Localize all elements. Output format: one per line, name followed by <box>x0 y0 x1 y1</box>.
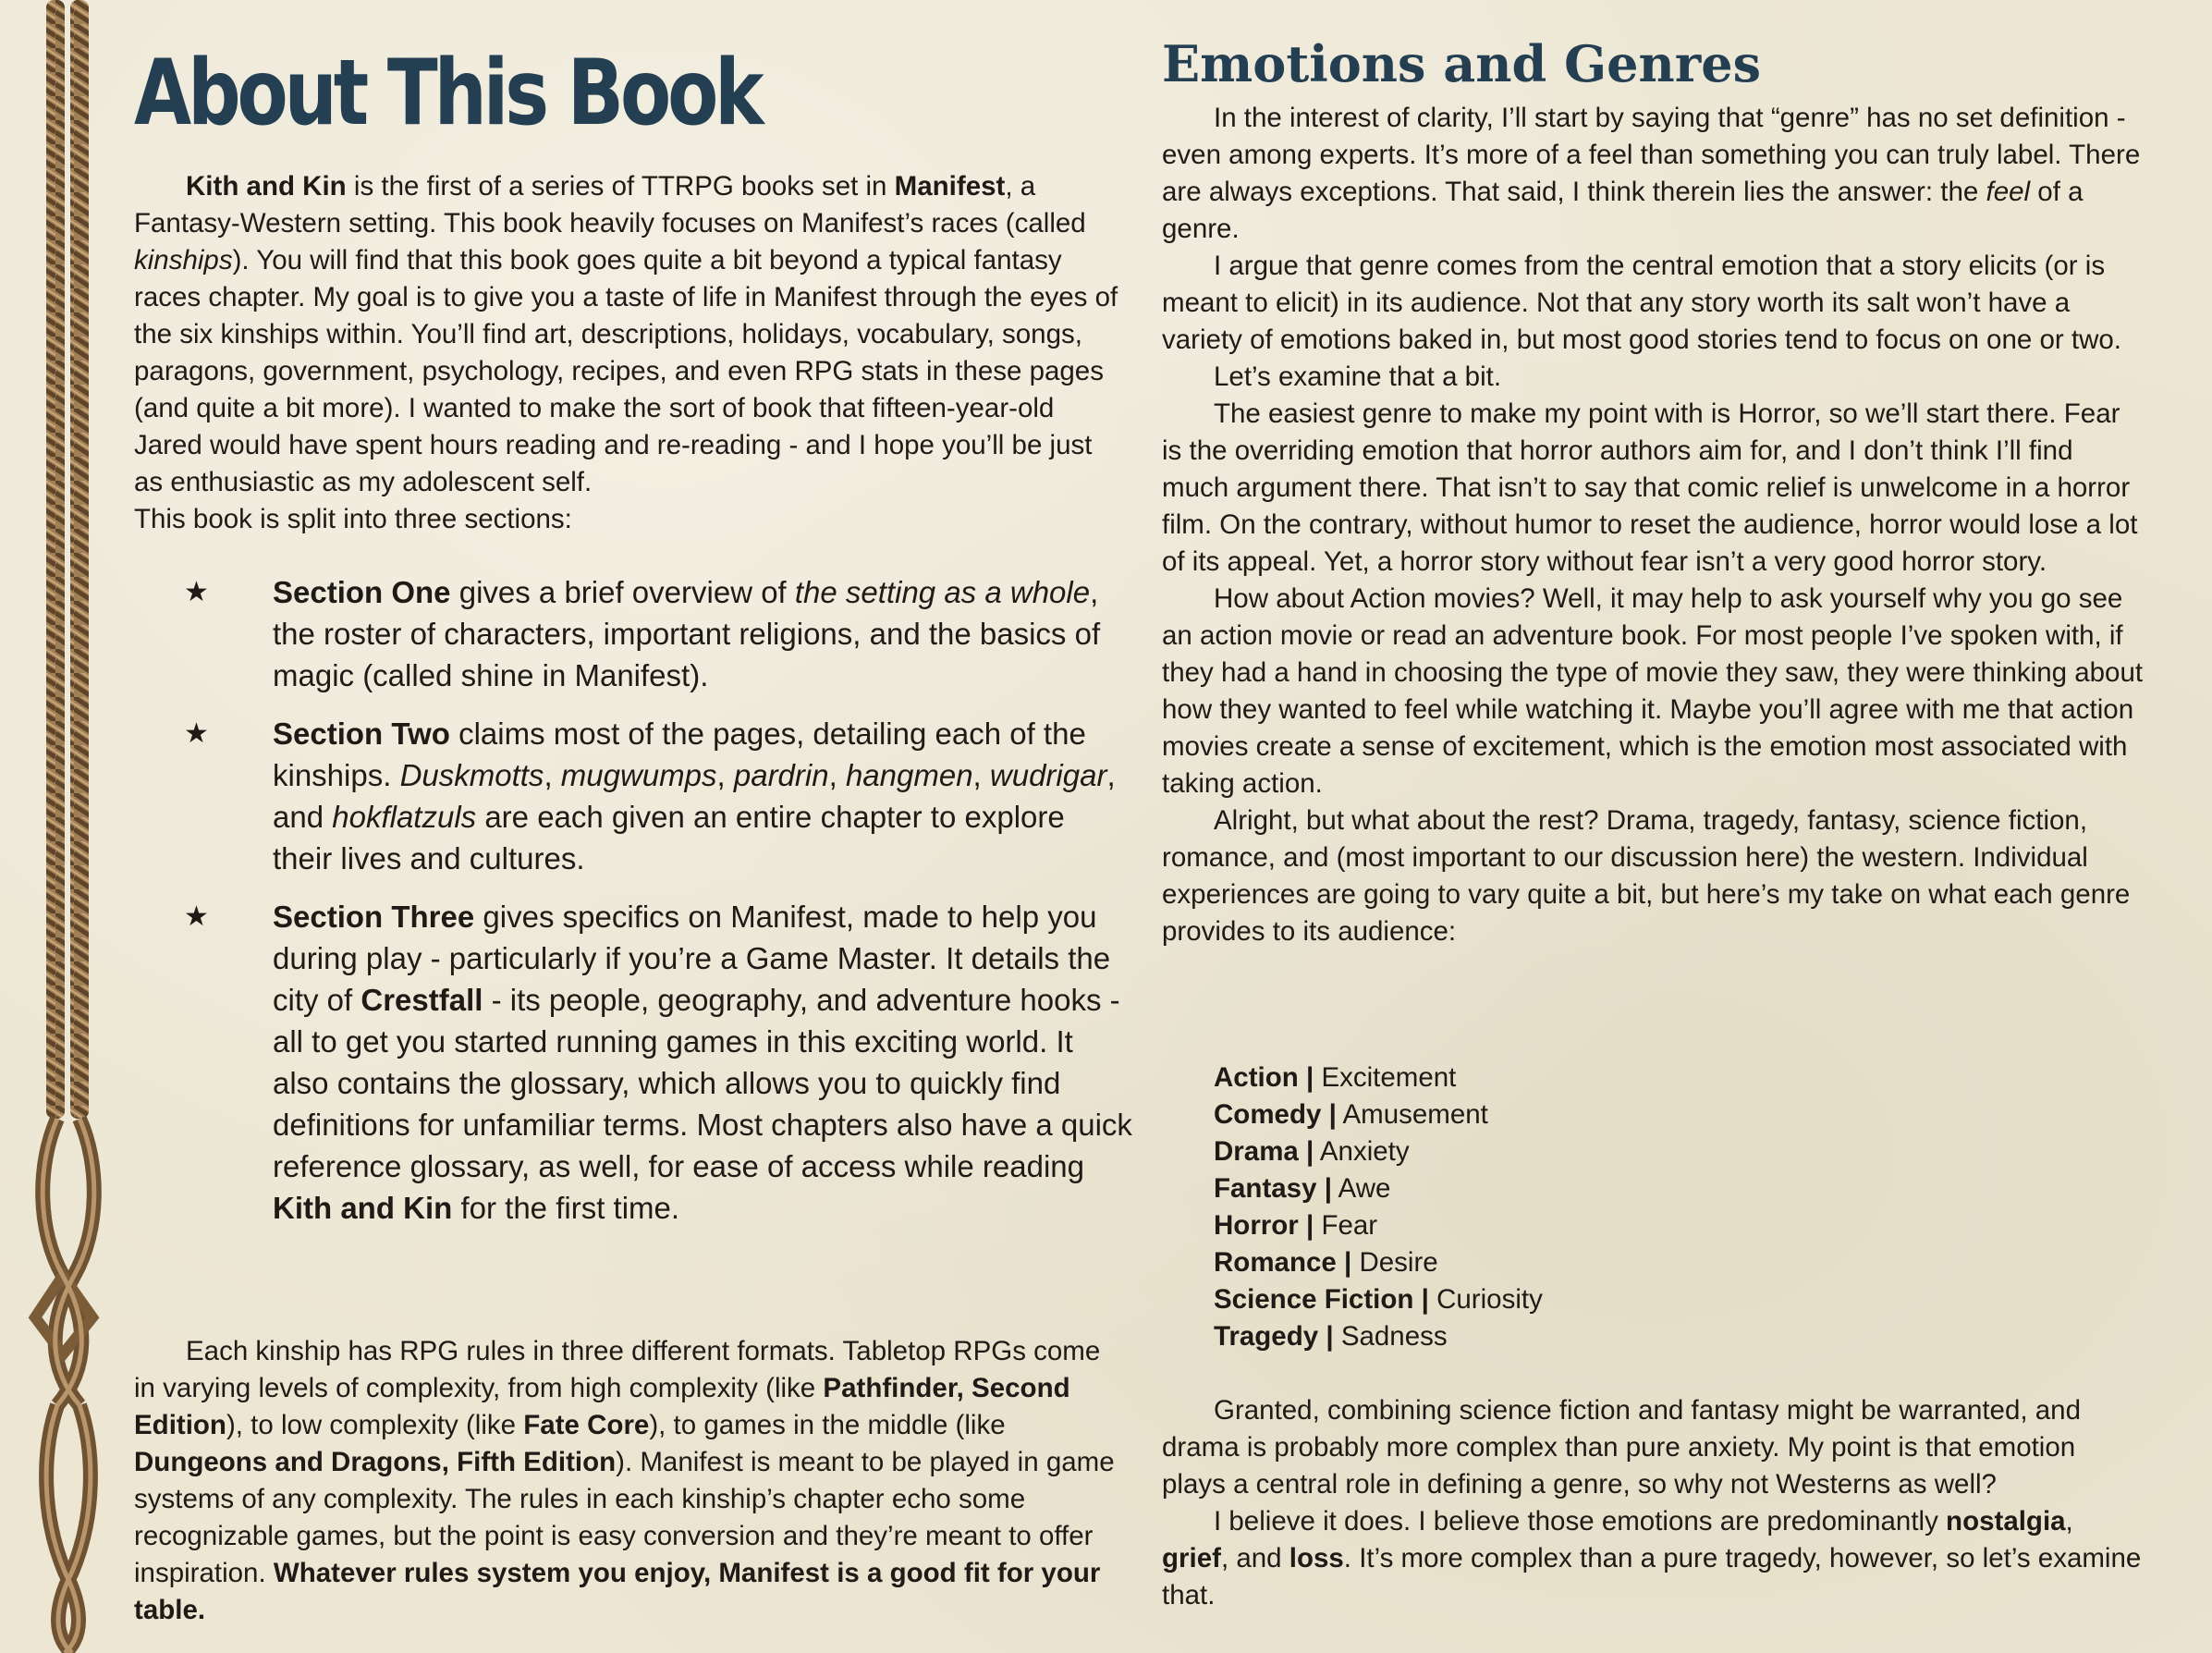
list-item <box>1214 1244 1861 1281</box>
paragraph-action: How about Action movies? Well, it may help to ask yourself why you go see an action movie or read an adventure book. For most people I’ve spoken with, if they had a hand in choosing the type of movie they saw, they were thinking about how they wanted to feel while watching it. Maybe you’ll agree with me that action movies create a sense of excitement, which is the emotion most associated with taking action. <box>1162 583 2144 799</box>
genre-name: Horror <box>1214 1210 1299 1241</box>
emotion-name: Curiosity <box>1436 1284 1543 1315</box>
list-item-section-one: ★ Section One gives a brief overview of the setting as a whole, the roster of characters, important religions, and the basics of magic (called shine in Manifest). <box>134 571 1132 696</box>
list-item <box>1214 1281 1861 1318</box>
list-item <box>1214 1207 1861 1244</box>
intro-paragraph: Kith and Kin is the first of a series of TTRPG books set in Manifest, a Fantasy-Western setting. This book heavily focuses on Manifest’s races (called kinships). You will find that this book goes quite a bit beyond a typical fantasy races chapter. My goal is to give you a taste of life in Manifest through the eyes of the six kinships within. You’ll find art, descriptions, holidays, vocabulary, songs, paragons, government, psychology, recipes, and even RPG stats in these pages (and quite a bit more). I wanted to make the sort of book that fifteen-year-old Jared would have spent hours reading and re-reading - and I hope you’ll be just as enthusiastic as my adolescent self. <box>134 171 1118 497</box>
emotion-name: Awe <box>1338 1173 1391 1204</box>
westerns-discussion <box>1162 1392 2146 1614</box>
section-title: Emotions and Genres <box>1162 34 1761 93</box>
separator: | <box>1326 1321 1334 1352</box>
paragraph-horror: The easiest genre to make my point with is Horror, so we’ll start there. Fear is the overriding emotion that horror authors aim for, and I don’t think I’ll find much argument there. That isn’t to say that comic relief is unwelcome in a horror film. On the contrary, without humor to reset the audience, horror would lose a lot of its appeal. Yet, a horror story without fear isn’t a very good horror story. <box>1162 398 2138 577</box>
genre-name: Comedy <box>1214 1099 1322 1130</box>
paragraph-believe: I believe it does. I believe those emotions are predominantly nostalgia, grief, and loss. It’s more complex than a pure tragedy, however, so let’s examine that. <box>1162 1506 2142 1610</box>
genre-name: Romance <box>1214 1247 1337 1278</box>
star-icon: ★ <box>184 577 209 607</box>
genre-name: Tragedy <box>1214 1321 1319 1352</box>
emotion-name: Sadness <box>1340 1321 1448 1352</box>
list-item <box>1214 1170 1861 1207</box>
rules-section <box>134 1333 1118 1629</box>
list-item <box>1214 1133 1861 1170</box>
book-name: Kith and Kin <box>186 171 347 202</box>
list-item-section-two: ★ Section Two claims most of the pages, detailing each of the kinships. Duskmotts, mugwumps, pardrin, hangmen, wudrigar, and hokflatzuls are each given an entire chapter to explore their lives and cultures. <box>134 713 1132 879</box>
separator: | <box>1344 1247 1352 1278</box>
genre-name: Action <box>1214 1062 1299 1093</box>
list-item <box>1214 1059 1861 1096</box>
star-icon: ★ <box>184 901 209 932</box>
page-title: About This Book <box>134 41 761 146</box>
paragraph-granted: Granted, combining science fiction and fantasy might be warranted, and drama is probably more complex than pure anxiety. My point is that emotion plays a central role in defining a genre, so why not Westerns as well? <box>1162 1395 2081 1500</box>
separator: | <box>1306 1210 1314 1241</box>
separator: | <box>1328 1099 1337 1130</box>
separator: | <box>1324 1173 1332 1204</box>
emotion-name: Fear <box>1321 1210 1378 1241</box>
list-item-section-three: ★ Section Three gives specifics on Manifest, made to help you during play - particularly if you’re a Game Master. It details the city of Crestfall - its people, geography, and adventure hooks - all to get you started running games in this exciting world. It also contains the glossary, which allows you to quickly find definitions for unfamiliar terms. Most chapters also have a quick reference glossary, as well, for ease of access while reading Kith and Kin for the first time. <box>134 896 1132 1229</box>
setting-name: Manifest <box>894 171 1006 202</box>
genre-emotion-list <box>1214 1059 1861 1355</box>
emotion-name: Desire <box>1359 1247 1438 1278</box>
intro-section <box>134 168 1118 538</box>
genres-discussion <box>1162 100 2146 950</box>
paragraph-rest: Alright, but what about the rest? Drama, tragedy, fantasy, science fiction, romance, and (most important to our discussion here) the western. Individual experiences are going to vary quite a bit, but here’s my take on what each genre provides to its audience: <box>1162 805 2131 947</box>
genre-name: Drama <box>1214 1136 1299 1167</box>
paragraph-clarity: In the interest of clarity, I’ll start by saying that “genre” has no set definition - even among experts. It’s more of a feel than something you can truly label. There are always exceptions. That said, I think therein lies the answer: the feel of a genre. <box>1162 103 2141 244</box>
separator: | <box>1306 1136 1314 1167</box>
separator: | <box>1421 1284 1429 1315</box>
paragraph-examine: Let’s examine that a bit. <box>1214 361 1502 392</box>
paragraph-argument: I argue that genre comes from the central emotion that a story elicits (or is meant to elicit) in its audience. Not that any story worth its salt won’t have a variety of emotions baked in, but most good stories tend to focus on one or two. <box>1162 251 2122 355</box>
closing-statement: Whatever rules system you enjoy, Manifest is a good fit for your table. <box>134 1558 1101 1625</box>
emotion-name: Anxiety <box>1319 1136 1410 1167</box>
list-item <box>1214 1318 1861 1355</box>
list-item <box>1214 1096 1861 1133</box>
emotion-name: Amusement <box>1342 1099 1488 1130</box>
star-icon: ★ <box>184 718 209 749</box>
rope-border-decoration <box>0 0 120 1653</box>
genre-name: Fantasy <box>1214 1173 1317 1204</box>
rules-paragraph: Each kinship has RPG rules in three different formats. Tabletop RPGs come in varying levels of complexity, from high complexity (like Pathfinder, Second Edition), to low complexity (like Fate Core), to games in the middle (like Dungeons and Dragons, Fifth Edition). Manifest is meant to be played in game systems of any complexity. The rules in each kinship’s chapter echo some recognizable games, but the point is easy conversion and they’re meant to offer inspiration. Whatever rules system you enjoy, Manifest is a good fit for your table. <box>134 1336 1115 1625</box>
sections-list <box>134 571 1132 1245</box>
separator: | <box>1305 1062 1314 1093</box>
emotion-name: Excitement <box>1321 1062 1457 1093</box>
genre-name: Science Fiction <box>1214 1284 1414 1315</box>
split-sentence: This book is split into three sections: <box>134 504 572 534</box>
